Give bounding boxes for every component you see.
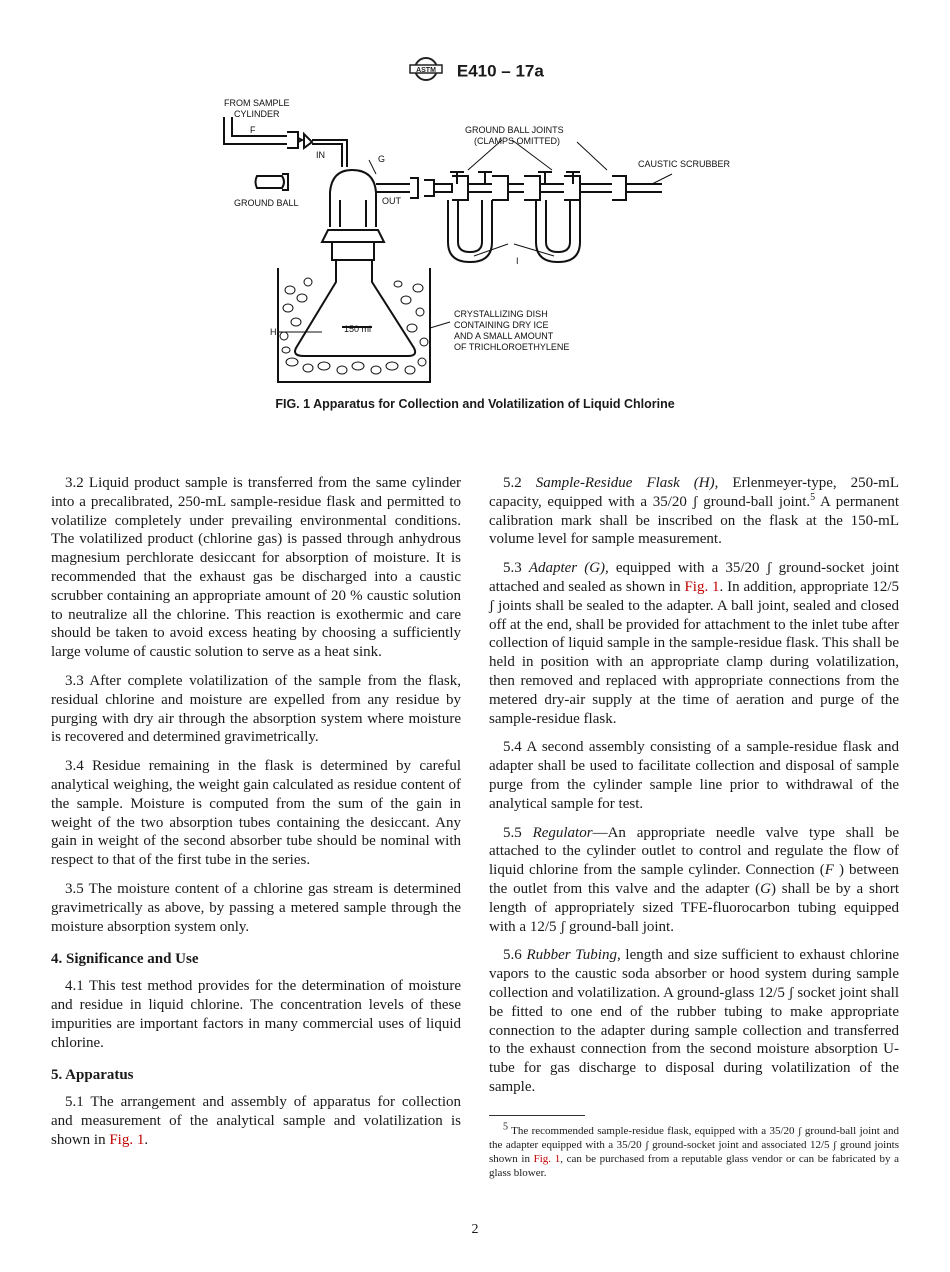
left-column (51, 474, 461, 1160)
paragraph-3-5: 3.5 The moisture content of a chlorine gas stream is determined gravimetrically as above, by passing a metered sample through the moisture absorption system only. (51, 880, 461, 935)
paragraph-3-4: 3.4 Residue remaining in the flask is determined by careful analytical weighing, the weight gain calculated as residue content of the sample. Moisture is computed from the sum of the gain in weight of the two absorption tubes containing the desiccant. Any gain in weight of the second absorber tube should be nominal with respect to that of the first tube in the series. (51, 758, 461, 869)
label-cylinder: CYLINDER (234, 109, 280, 119)
footnote-divider (489, 1115, 585, 1116)
label-i: I (516, 256, 519, 266)
label-dish-4: OF TRICHLOROETHYLENE (454, 342, 570, 352)
label-out: OUT (382, 196, 401, 206)
footnote-5: $^5$ The recommended sample-residue flask, equipped with a 35/20 ʃ ground-ball joint and the adapter equipped with a 35/20 ʃ ground-socket joint and associated 12/5 ʃ ground joints shown in Fig. 1, can be purchased from a reputable glass vendor or can be fabricated by a glass blower. (489, 1121, 899, 1179)
label-h: H (270, 327, 277, 337)
label-clamps-omitted: (CLAMPS OMITTED) (474, 136, 561, 146)
label-f: F (250, 125, 256, 135)
label-ground-ball: GROUND BALL (234, 198, 299, 208)
paragraph-5-4: 5.4 A second assembly consisting of a sample-residue flask and adapter shall be used to facilitate collection and disposal of sample purge from the cylinder sample line prior to withdrawal of the analytical sample for test. (489, 739, 899, 812)
paragraph-5-2: 5.2 Sample-Residue Flask (H), Erlenmeyer-type, 250-mL capacity, equipped with a 35/20 ʃ ground-ball joint.$^5$ A permanent calibration mark shall be inscribed on the flask at the 150-mL volume level for sample measurement. (489, 475, 899, 548)
paragraph-5-6: 5.6 Rubber Tubing, length and size sufficient to exhaust chlorine vapors to the caustic soda absorber or hood system during sample collection and volatilization. A ground-glass 12/5 ʃ socket joint shall be fitted to one end of the rubber tubing to make appropriate connection to the adapter during sample collection and transferred to the exhaust connection from the second moisture absorption U-tube for gas discharge to disposal during volatilization of the sample. (489, 947, 899, 1095)
page-header (0, 56, 950, 87)
label-ground-ball-joints: GROUND BALL JOINTS (465, 125, 564, 135)
page-number: 2 (471, 1222, 479, 1237)
fig-1-link[interactable]: Fig. 1 (684, 578, 720, 595)
footnote-ref-5[interactable]: 5 (810, 491, 816, 503)
section-heading-4: 4. Significance and Use (51, 951, 199, 968)
figure-apparatus (212, 92, 742, 392)
astm-logo (406, 56, 446, 87)
label-dish-1: CRYSTALLIZING DISH (454, 309, 548, 319)
label-dish-3: AND A SMALL AMOUNT (454, 331, 554, 341)
paragraph-4-1: 4.1 This test method provides for the determination of moisture and residue in liquid chlorine. The concentration levels of these impurities are important factors in many commercial uses of liquid chlorine. (51, 978, 461, 1051)
label-in: IN (316, 150, 325, 160)
fig-1-link[interactable]: Fig. 1 (109, 1131, 145, 1148)
svg-text:ASTM: ASTM (416, 66, 437, 74)
label-g: G (378, 154, 386, 164)
paragraph-3-2: 3.2 Liquid product sample is transferred from the same cylinder into a precalibrated, 250-mL sample-residue flask and permitted to volatilize completely under prevailing environmental conditions. The volatilized product (chlorine gas) is passed through anhydrous magnesium perchlorate desiccant for absorption of moisture. It is recommended that the exhaust gas be discharged into a caustic scrubber containing an appropriate amount of 20 % caustic solution to neutralize all the chlorine. This reaction is exothermic and care should be taken to avoid excess heating by choosing a sufficiently large volume of caustic solution to serve as a heat sink. (51, 475, 461, 661)
label-volume-mark: 150 ml (344, 324, 372, 334)
label-dish-2: CONTAINING DRY ICE (454, 320, 549, 330)
paragraph-5-3: 5.3 Adapter (G), equipped with a 35/20 ʃ ground-socket joint attached and sealed as shown in Fig. 1. In addition, appropriate 12/5 ʃ joints shall be sealed to the adapter. A ball joint, sealed and closed off at the end, shall be provided for attachment to the inlet tube after collection of liquid sample in the sample-residue flask. This shall be held in position with an appropriate clamp during volatilization, then removed and replaced with appropriate connections from the metered dry-air supply at the time of aeration and purge of the sample-residue flask. (489, 560, 899, 727)
figure-caption: FIG. 1 Apparatus for Collection and Volatilization of Liquid Chlorine (275, 397, 675, 411)
fig-1-link[interactable]: Fig. 1 (533, 1152, 561, 1165)
label-from-sample: FROM SAMPLE (224, 98, 290, 108)
paragraph-5-5: 5.5 Regulator—An appropriate needle valve type shall be attached to the cylinder outlet to control and regulate the flow of liquid chlorine from the sample cylinder. Connection (F ) between the outlet from this valve and the adapter (G) shall be by a short length of appropriately sized TFE-fluorocarbon tubing equipped with a 12/5 ʃ ground-ball joint. (489, 824, 900, 935)
right-column (489, 474, 899, 1190)
paragraph-5-1: 5.1 The arrangement and assembly of apparatus for collection and measurement of the analytical sample and volatilization is shown in Fig. 1. (51, 1094, 461, 1148)
paragraph-3-3: 3.3 After complete volatilization of the sample from the flask, residual chlorine and moisture are expelled from any residue by purging with dry air through the absorption system where moisture is recovered and determined gravimetrically. (51, 672, 461, 746)
label-caustic-scrubber: CAUSTIC SCRUBBER (638, 159, 731, 169)
section-heading-5: 5. Apparatus (51, 1067, 134, 1084)
document-code: E410 – 17a (456, 61, 544, 81)
